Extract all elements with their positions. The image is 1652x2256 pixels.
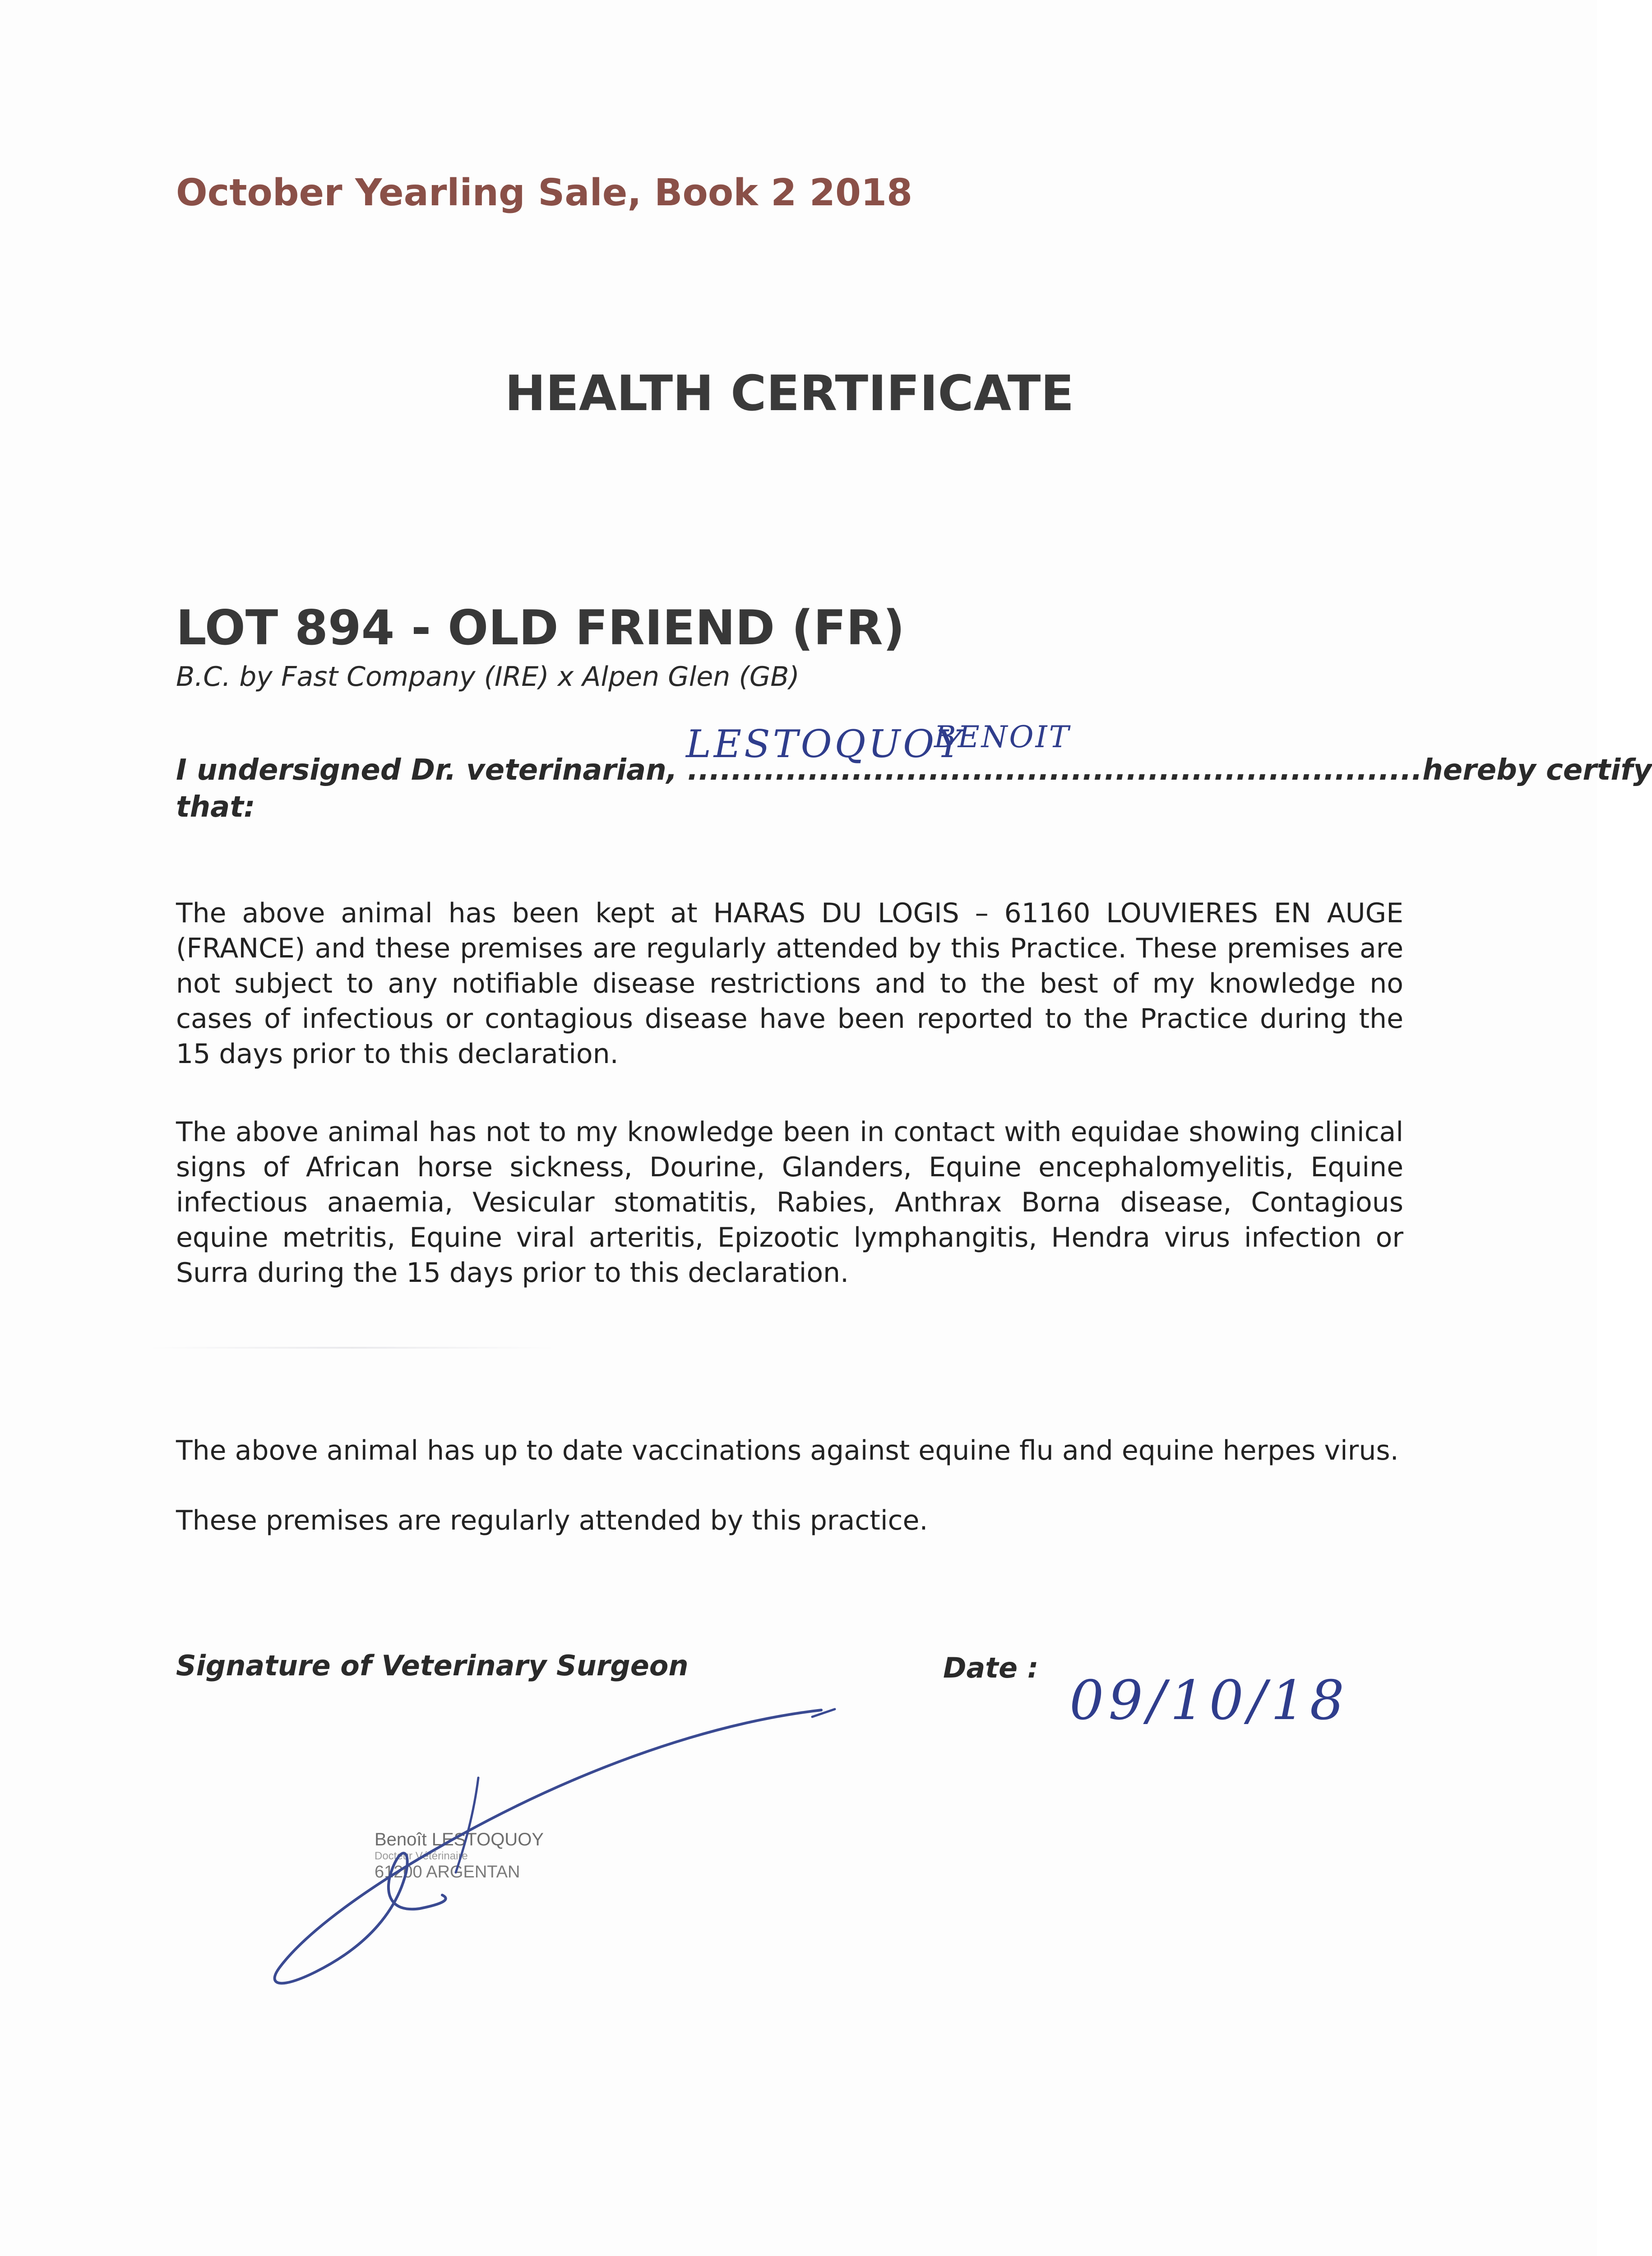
pedigree: B.C. by Fast Company (IRE) x Alpen Glen (GB)	[176, 661, 800, 693]
handwritten-vet-firstname: BENOIT	[934, 720, 1071, 754]
lot-title: LOT 894 - OLD FRIEND (FR)	[176, 600, 905, 656]
stamp-title: Docteur Vétérinaire	[375, 1850, 468, 1862]
disease-contact-paragraph: The above animal has not to my knowledge been in contact with equidae showing clinical signs of African horse sickness, Dourine, Glanders, Equine encephalomyelitis, Equine infectious anaemia, Vesicular stomatitis, Rabies, Anthrax Borna disease, Contagious equine metritis, Equine viral arteritis, Epizootic lymphangitis, Hendra virus infection or Surra during the 15 days prior to this declaration.	[176, 1116, 1403, 1289]
premises-statement: These premises are regularly attended by this practice.	[176, 1505, 928, 1536]
handwritten-vet-surname: LESTOQUOY	[686, 722, 965, 766]
date-label: Date :	[943, 1651, 1039, 1684]
stamp-name: Benoît LESTOQUOY	[375, 1830, 544, 1849]
vaccination-statement: The above animal has up to date vaccinations against equine flu and equine herpes virus.	[176, 1435, 1399, 1466]
document-title: HEALTH CERTIFICATE	[504, 365, 1074, 422]
stamp-address: 61200 ARGENTAN	[375, 1863, 520, 1882]
handwritten-date: 09/10/18	[1069, 1669, 1349, 1732]
certification-dots-left: ...................................	[687, 754, 1072, 787]
certification-lead: I undersigned Dr. veterinarian,	[176, 754, 688, 787]
premises-paragraph: The above animal has been kept at HARAS DU LOGIS – 61160 LOUVIERES EN AUGE (FRANCE) and these premises are regularly attended by this Practice. These premises are not subject to any notifiable disease restrictions and to the best of my knowledge no cases of infectious or contagious disease have been reported to the Practice during the 15 days prior to this declaration.	[176, 897, 1403, 1070]
certification-that: that:	[176, 791, 255, 824]
certification-dots-right: ................................	[1071, 754, 1423, 787]
sale-title: October Yearling Sale, Book 2 2018	[176, 171, 913, 214]
certification-tail: hereby certify	[1422, 754, 1652, 787]
vet-signature-drawing	[253, 1697, 884, 2057]
scan-artifact	[149, 1347, 555, 1349]
signature-label: Signature of Veterinary Surgeon	[176, 1649, 689, 1682]
